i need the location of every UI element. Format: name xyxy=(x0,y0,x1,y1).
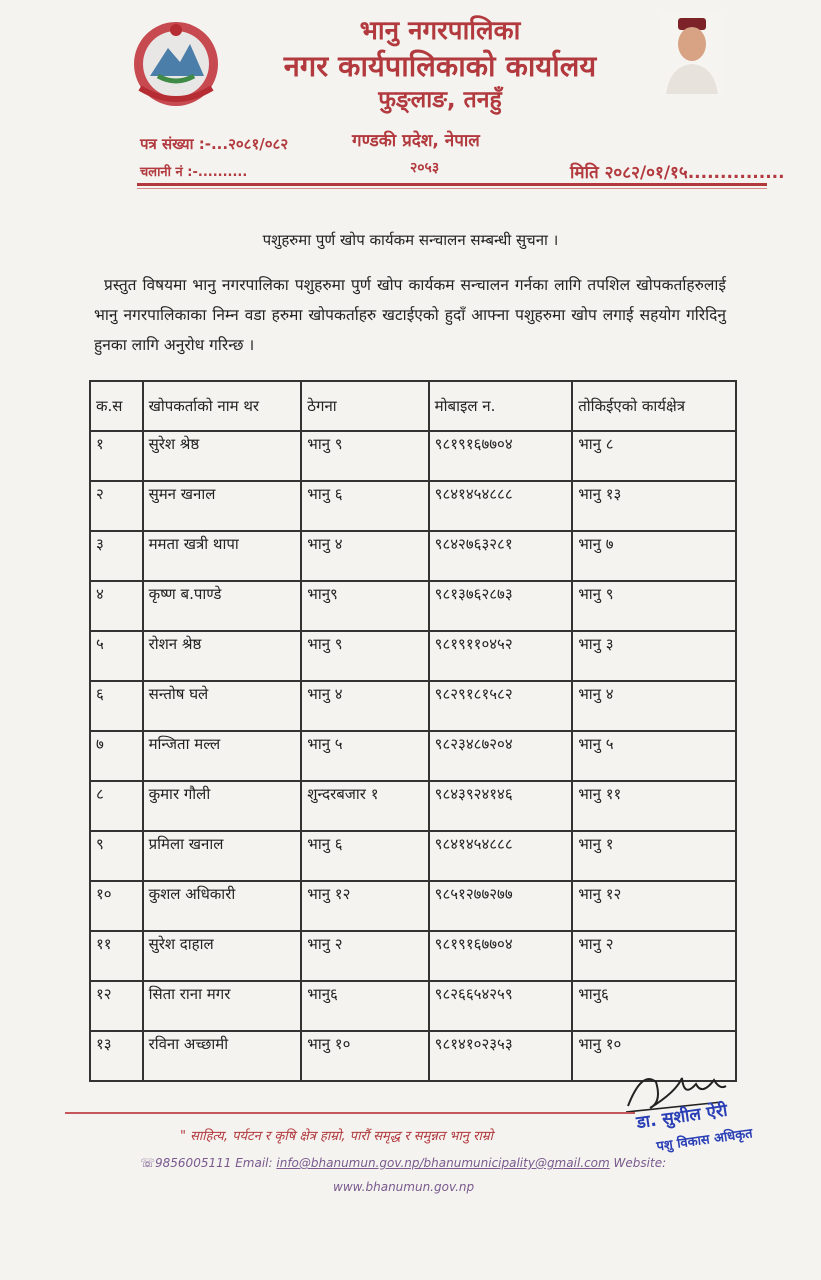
cell-work-area: भानु १ xyxy=(572,831,736,881)
table-row xyxy=(90,781,736,831)
cell-mobile: ९८५१२७७२७७ xyxy=(429,881,573,931)
cell-sn: ८ xyxy=(90,781,143,831)
table-row xyxy=(90,631,736,681)
col-header-mobile: मोबाइल न. xyxy=(429,381,573,431)
table-row xyxy=(90,531,736,581)
body-paragraph: प्रस्तुत विषयमा भानु नगरपालिका पशुहरुमा पुर्ण खोप कार्यकम सन्चालन गर्नका लागि तपशिल खोपकर्ताहरुलाई भानु नगरपालिकाका निम्न वडा हरुमा खोपकर्ताहरु खटाईएको हुदाँ आफ्ना पशुहरुमा खोप लगाई सहयोग गरिदिनु हुनका लागि अनुरोध गरिन्छ । xyxy=(94,276,726,354)
cell-name: कुशल अधिकारी xyxy=(143,881,302,931)
table-row xyxy=(90,681,736,731)
cell-address: भानु १२ xyxy=(301,881,428,931)
cell-work-area: भानु ३ xyxy=(572,631,736,681)
letterhead xyxy=(230,14,650,116)
footer-website-link[interactable]: www.bhanumun.gov.np xyxy=(333,1180,475,1194)
footer-divider xyxy=(65,1112,635,1114)
footer-email-label: Email: xyxy=(235,1156,273,1170)
cell-address: भानु ९ xyxy=(301,631,428,681)
cell-name: कुमार गौली xyxy=(143,781,302,831)
cell-address: भानु ४ xyxy=(301,681,428,731)
cell-name: सन्तोष घले xyxy=(143,681,302,731)
stamp-officer-name: डा. सुशील ऐरी xyxy=(635,1100,729,1134)
cell-sn: १२ xyxy=(90,981,143,1031)
cell-sn: ९ xyxy=(90,831,143,881)
header-divider xyxy=(137,183,767,186)
col-header-work-area: तोकिईएको कार्यक्षेत्र xyxy=(572,381,736,431)
cell-address: भानु ९ xyxy=(301,431,428,481)
cell-address: भानु ६ xyxy=(301,831,428,881)
cell-work-area: भानु १० xyxy=(572,1031,736,1081)
cell-address: शुन्दरबजार १ xyxy=(301,781,428,831)
cell-mobile: ९८१४१०२३५३ xyxy=(429,1031,573,1081)
footer-email-link[interactable]: info@bhanumun.gov.np/bhanumunicipality@gmail.com xyxy=(276,1156,610,1170)
cell-mobile: ९८२३४८७२०४ xyxy=(429,731,573,781)
cell-mobile: ९८१९१६७७०४ xyxy=(429,931,573,981)
footer-website-label: Website: xyxy=(613,1156,667,1170)
cell-work-area: भानु ११ xyxy=(572,781,736,831)
official-portrait xyxy=(660,14,724,94)
col-header-sn: क.स xyxy=(90,381,143,431)
province-name: गण्डकी प्रदेश, नेपाल xyxy=(352,131,480,151)
cell-name: प्रमिला खनाल xyxy=(143,831,302,881)
table-row xyxy=(90,481,736,531)
cell-mobile: ९८२९१८१५८२ xyxy=(429,681,573,731)
cell-name: कृष्ण ब.पाण्डे xyxy=(143,581,302,631)
cell-work-area: भानु १३ xyxy=(572,481,736,531)
cell-work-area: भानु ७ xyxy=(572,531,736,581)
stamp-officer-title: पशु विकास अधिकृत xyxy=(655,1126,754,1155)
table-row xyxy=(90,731,736,781)
cell-sn: ६ xyxy=(90,681,143,731)
table-row xyxy=(90,931,736,981)
cell-sn: २ xyxy=(90,481,143,531)
cell-address: भानु १० xyxy=(301,1031,428,1081)
cell-name: सुमन खनाल xyxy=(143,481,302,531)
table-row xyxy=(90,981,736,1031)
cell-address: भानु९ xyxy=(301,581,428,631)
footer-slogan: " साहित्य, पर्यटन र कृषि क्षेत्र हाम्रो, पारौं समृद्ध र समुन्नत भानु राम्रो xyxy=(180,1129,493,1144)
cell-mobile: ९८२६६५४२५९ xyxy=(429,981,573,1031)
cell-name: सुरेश दाहाल xyxy=(143,931,302,981)
cell-mobile: ९८४१४५४८८८ xyxy=(429,481,573,531)
cell-address: भानु ४ xyxy=(301,531,428,581)
letter-date: मिति २०८२/०१/१५............... xyxy=(570,163,785,183)
cell-work-area: भानु १२ xyxy=(572,881,736,931)
col-header-name: खोपकर्ताको नाम थर xyxy=(143,381,302,431)
municipality-name: भानु नगरपालिका xyxy=(359,16,521,46)
letter-number: पत्र संख्या :-...२०८१/०८२ xyxy=(140,135,289,153)
cell-sn: ७ xyxy=(90,731,143,781)
cell-sn: ११ xyxy=(90,931,143,981)
table-header-row xyxy=(90,381,736,431)
cell-name: सिता राना मगर xyxy=(143,981,302,1031)
cell-address: भानु६ xyxy=(301,981,428,1031)
cell-sn: १३ xyxy=(90,1031,143,1081)
cell-sn: ३ xyxy=(90,531,143,581)
cell-work-area: भानु ८ xyxy=(572,431,736,481)
vaccinator-table xyxy=(89,380,737,1082)
phone-icon: ☏ xyxy=(140,1156,156,1170)
cell-address: भानु ५ xyxy=(301,731,428,781)
cell-work-area: भानु २ xyxy=(572,931,736,981)
cell-mobile: ९८१९११०४५२ xyxy=(429,631,573,681)
cell-sn: ५ xyxy=(90,631,143,681)
cell-name: रविना अच्छामी xyxy=(143,1031,302,1081)
established-year: २०५३ xyxy=(410,160,440,176)
dispatch-number: चलानी नं :-.......... xyxy=(140,165,248,180)
cell-name: मन्जिता मल्ल xyxy=(143,731,302,781)
cell-mobile: ९८४१४५४८८८ xyxy=(429,831,573,881)
cell-sn: १० xyxy=(90,881,143,931)
cell-name: सुरेश श्रेष्ठ xyxy=(143,431,302,481)
cell-address: भानु ६ xyxy=(301,481,428,531)
nepal-emblem-logo xyxy=(128,14,224,110)
cell-name: ममता खत्री थापा xyxy=(143,531,302,581)
cell-work-area: भानु ५ xyxy=(572,731,736,781)
cell-name: रोशन श्रेष्ठ xyxy=(143,631,302,681)
table-row xyxy=(90,431,736,481)
subject-line: पशुहरुमा पुर्ण खोप कार्यकम सन्चालन सम्बन्धी सुचना । xyxy=(262,231,559,249)
table-row xyxy=(90,831,736,881)
cell-mobile: ९८१९१६७७०४ xyxy=(429,431,573,481)
cell-mobile: ९८४२७६३२८१ xyxy=(429,531,573,581)
header-divider-thin xyxy=(137,188,767,189)
cell-mobile: ९८४३९२४१४६ xyxy=(429,781,573,831)
cell-work-area: भानु६ xyxy=(572,981,736,1031)
office-address: फुङ्लाङ, तनहुँ xyxy=(378,87,502,113)
col-header-address: ठेगना xyxy=(301,381,428,431)
footer-phone: 9856005111 xyxy=(155,1156,232,1170)
cell-sn: १ xyxy=(90,431,143,481)
footer-contact xyxy=(140,1156,666,1170)
cell-address: भानु २ xyxy=(301,931,428,981)
cell-work-area: भानु ९ xyxy=(572,581,736,631)
cell-work-area: भानु ४ xyxy=(572,681,736,731)
cell-mobile: ९८१३७६२८७३ xyxy=(429,581,573,631)
table-row xyxy=(90,881,736,931)
office-name: नगर कार्यपालिकाको कार्यालय xyxy=(283,49,597,83)
cell-sn: ४ xyxy=(90,581,143,631)
table-row xyxy=(90,581,736,631)
